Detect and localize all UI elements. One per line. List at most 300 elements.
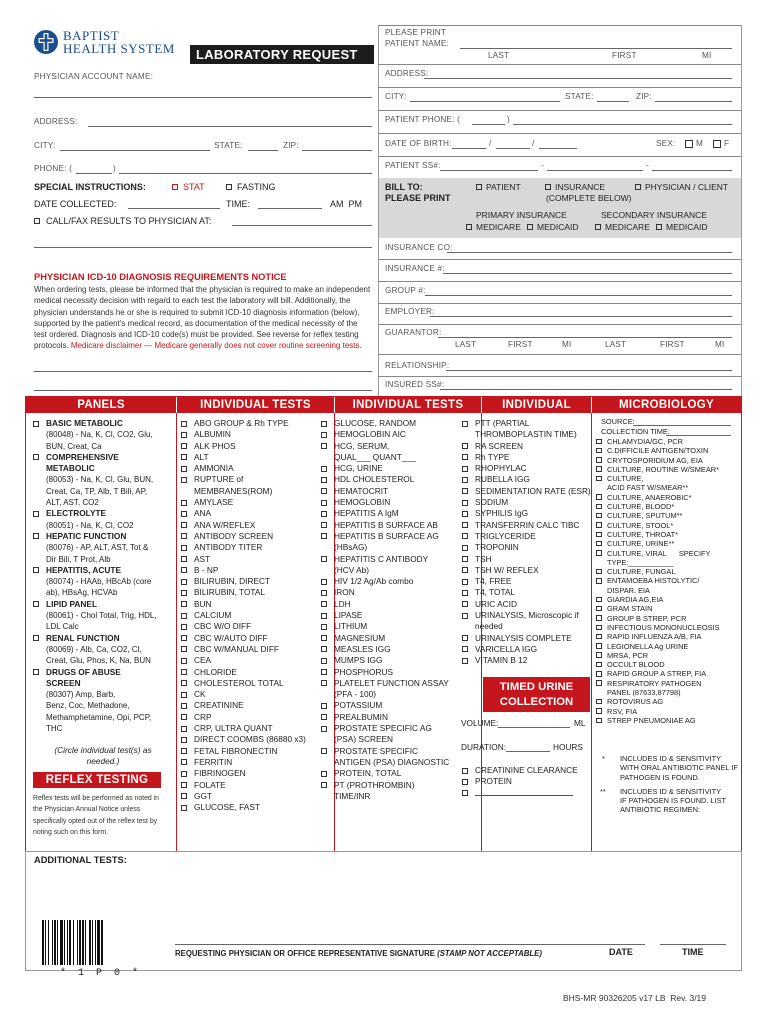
callfax-field-2[interactable]	[34, 247, 372, 248]
panel-item[interactable]	[33, 531, 173, 565]
signature-field[interactable]	[175, 944, 595, 945]
checkbox[interactable]	[321, 466, 327, 472]
patient-state-field[interactable]	[597, 101, 629, 102]
test-item[interactable]	[181, 633, 333, 644]
signature-time-field[interactable]	[660, 944, 726, 945]
checkbox[interactable]	[596, 439, 602, 445]
checkbox[interactable]	[181, 522, 187, 528]
checkbox[interactable]	[596, 541, 602, 547]
checkbox[interactable]	[596, 476, 602, 482]
test-item[interactable]	[181, 474, 333, 485]
individual-test-item[interactable]	[181, 734, 333, 745]
checkbox[interactable]	[462, 567, 468, 573]
checkbox[interactable]	[321, 579, 327, 585]
test-item[interactable]	[462, 497, 590, 508]
individual-test-item[interactable]	[181, 780, 333, 791]
micro-test-row[interactable]	[596, 567, 741, 576]
test-item[interactable]	[321, 723, 479, 734]
test-item[interactable]	[181, 542, 333, 553]
individual-test-item[interactable]	[462, 610, 590, 633]
individual-test-item[interactable]	[462, 486, 590, 497]
checkbox[interactable]	[33, 511, 39, 517]
checkbox[interactable]	[181, 680, 187, 686]
micro-source-field[interactable]	[633, 425, 731, 426]
individual-test-item[interactable]	[181, 474, 333, 497]
micro-test-item[interactable]	[596, 474, 741, 493]
panel-name[interactable]	[33, 531, 173, 542]
checkbox[interactable]	[596, 606, 602, 612]
micro-test-row[interactable]	[596, 437, 741, 446]
physician-city-field[interactable]	[60, 150, 210, 151]
individual-test-item[interactable]	[321, 780, 479, 803]
individual-test-item[interactable]	[321, 441, 479, 464]
test-item[interactable]	[321, 633, 479, 644]
micro-test-row[interactable]	[596, 511, 741, 520]
individual-test-item[interactable]	[181, 644, 333, 655]
test-item[interactable]	[181, 723, 333, 734]
panel-item[interactable]	[33, 667, 173, 735]
checkbox[interactable]	[181, 646, 187, 652]
test-item[interactable]	[181, 531, 333, 542]
checkbox[interactable]	[462, 500, 468, 506]
checkbox[interactable]	[462, 511, 468, 517]
micro-test-item[interactable]	[596, 521, 741, 530]
individual-test-item[interactable]	[181, 667, 333, 678]
checkbox[interactable]	[596, 615, 602, 621]
micro-test-item[interactable]	[596, 632, 741, 641]
checkbox[interactable]	[181, 590, 187, 596]
individual-test-item[interactable]	[181, 802, 333, 813]
individual-test-item[interactable]	[181, 633, 333, 644]
test-item[interactable]	[321, 531, 479, 542]
individual-test-item[interactable]	[462, 554, 590, 565]
test-item[interactable]	[462, 520, 590, 531]
test-item[interactable]	[321, 746, 479, 757]
icd-code-line-2[interactable]	[34, 390, 372, 391]
checkbox[interactable]	[321, 601, 327, 607]
micro-test-row[interactable]	[596, 456, 741, 465]
individual-test-item[interactable]	[181, 757, 333, 768]
individual-test-item[interactable]	[321, 599, 479, 610]
checkbox[interactable]	[33, 454, 39, 460]
micro-test-item[interactable]	[596, 679, 741, 698]
micro-test-item[interactable]	[596, 642, 741, 651]
individual-test-item[interactable]	[462, 576, 590, 587]
checkbox[interactable]	[462, 613, 468, 619]
checkbox[interactable]	[321, 511, 327, 517]
test-item[interactable]	[181, 644, 333, 655]
test-item[interactable]	[462, 531, 590, 542]
individual-test-item[interactable]	[321, 587, 479, 598]
individual-test-item[interactable]	[462, 565, 590, 576]
checkbox[interactable]	[462, 522, 468, 528]
individual-test-item[interactable]	[181, 508, 333, 519]
test-item[interactable]	[181, 678, 333, 689]
micro-test-item[interactable]	[596, 530, 741, 539]
individual-test-item[interactable]	[462, 452, 590, 463]
checkbox[interactable]	[33, 635, 39, 641]
ss-part1-field[interactable]	[440, 170, 538, 171]
checkbox[interactable]	[462, 590, 468, 596]
checkbox[interactable]	[321, 443, 327, 449]
callfax-field[interactable]	[232, 225, 372, 226]
test-item[interactable]	[462, 610, 590, 621]
patient-name-field[interactable]	[460, 48, 732, 49]
test-item[interactable]	[462, 655, 590, 666]
checkbox[interactable]	[596, 634, 602, 640]
micro-test-item[interactable]	[596, 446, 741, 455]
checkbox[interactable]	[181, 793, 187, 799]
test-item[interactable]	[181, 757, 333, 768]
checkbox[interactable]	[181, 782, 187, 788]
checkbox[interactable]	[596, 708, 602, 714]
checkbox[interactable]	[321, 477, 327, 483]
checkbox[interactable]	[181, 635, 187, 641]
checkbox[interactable]	[321, 646, 327, 652]
checkbox[interactable]	[321, 624, 327, 630]
physician-zip-field[interactable]	[302, 150, 372, 151]
test-item[interactable]	[321, 508, 479, 519]
test-item[interactable]	[181, 700, 333, 711]
checkbox[interactable]	[181, 613, 187, 619]
checkbox[interactable]	[33, 669, 39, 675]
bill-insurance-checkbox[interactable]	[545, 184, 551, 190]
primary-medicaid-checkbox[interactable]	[527, 224, 533, 230]
checkbox[interactable]	[462, 779, 468, 785]
test-item[interactable]	[181, 689, 333, 700]
individual-test-item[interactable]	[321, 712, 479, 723]
insured-ss-field[interactable]	[440, 389, 732, 390]
micro-test-item[interactable]	[596, 465, 741, 474]
checkbox[interactable]	[181, 737, 187, 743]
micro-test-row[interactable]	[596, 474, 741, 483]
test-item[interactable]	[321, 768, 479, 779]
micro-test-row[interactable]	[596, 623, 741, 632]
test-item[interactable]	[462, 587, 590, 598]
checkbox[interactable]	[596, 699, 602, 705]
individual-test-item[interactable]	[321, 644, 479, 655]
individual-test-item[interactable]	[321, 667, 479, 678]
test-item[interactable]	[462, 463, 590, 474]
micro-collection-time-field[interactable]	[666, 435, 731, 436]
test-item[interactable]	[321, 621, 479, 632]
micro-test-item[interactable]	[596, 511, 741, 520]
individual-test-item[interactable]	[181, 429, 333, 440]
individual-test-item[interactable]	[321, 610, 479, 621]
checkbox[interactable]	[596, 550, 602, 556]
micro-test-row[interactable]	[596, 716, 741, 725]
test-item[interactable]	[181, 610, 333, 621]
checkbox[interactable]	[321, 522, 327, 528]
test-item[interactable]	[321, 429, 479, 440]
micro-test-row[interactable]	[596, 707, 741, 716]
checkbox[interactable]	[321, 533, 327, 539]
checkbox[interactable]	[181, 533, 187, 539]
ss-part3-field[interactable]	[652, 170, 732, 171]
micro-test-item[interactable]	[596, 623, 741, 632]
individual-test-item[interactable]	[321, 633, 479, 644]
test-item[interactable]	[181, 621, 333, 632]
relationship-field[interactable]	[446, 370, 732, 371]
micro-test-item[interactable]	[596, 697, 741, 706]
individual-test-item[interactable]	[321, 463, 479, 474]
micro-test-row[interactable]	[596, 679, 741, 688]
checkbox[interactable]	[181, 500, 187, 506]
checkbox[interactable]	[596, 513, 602, 519]
test-item[interactable]	[181, 497, 333, 508]
panel-item[interactable]	[33, 508, 173, 531]
time-collected-field[interactable]	[258, 208, 322, 209]
checkbox[interactable]	[321, 635, 327, 641]
test-item[interactable]	[321, 610, 479, 621]
micro-test-row[interactable]	[596, 632, 741, 641]
test-item[interactable]	[462, 565, 590, 576]
individual-test-item[interactable]	[181, 441, 333, 452]
test-item[interactable]	[321, 644, 479, 655]
patient-phone-field[interactable]	[513, 124, 732, 125]
individual-test-item[interactable]	[181, 565, 333, 576]
dob-month-field[interactable]	[452, 148, 486, 149]
panel-item[interactable]	[33, 633, 173, 667]
checkbox[interactable]	[596, 532, 602, 538]
date-collected-field[interactable]	[128, 208, 220, 209]
test-item[interactable]	[181, 576, 333, 587]
checkbox[interactable]	[462, 533, 468, 539]
individual-test-item[interactable]	[181, 768, 333, 779]
physician-address-field[interactable]	[88, 126, 372, 127]
individual-test-item[interactable]	[321, 576, 479, 587]
micro-test-row[interactable]	[596, 669, 741, 678]
test-item[interactable]	[462, 644, 590, 655]
individual-test-item[interactable]	[462, 441, 590, 452]
physician-account-field[interactable]	[34, 97, 372, 98]
test-item[interactable]	[181, 655, 333, 666]
checkbox[interactable]	[181, 466, 187, 472]
test-item[interactable]	[462, 554, 590, 565]
micro-test-row[interactable]	[596, 576, 741, 585]
test-item[interactable]	[462, 474, 590, 485]
test-item[interactable]	[462, 542, 590, 553]
checkbox[interactable]	[181, 759, 187, 765]
individual-test-item[interactable]	[181, 723, 333, 734]
panel-name[interactable]	[33, 452, 173, 463]
checkbox[interactable]	[462, 454, 468, 460]
insurance-co-field[interactable]	[447, 252, 732, 253]
micro-test-row[interactable]	[596, 697, 741, 706]
micro-test-item[interactable]	[596, 576, 741, 595]
checkbox[interactable]	[462, 658, 468, 664]
test-item[interactable]	[321, 599, 479, 610]
individual-test-item[interactable]	[462, 520, 590, 531]
individual-test-item[interactable]	[181, 712, 333, 723]
checkbox[interactable]	[596, 662, 602, 668]
individual-test-item[interactable]	[321, 700, 479, 711]
checkbox[interactable]	[596, 597, 602, 603]
sex-f-checkbox[interactable]	[713, 140, 721, 148]
individual-test-item[interactable]	[181, 452, 333, 463]
checkbox[interactable]	[181, 805, 187, 811]
stat-checkbox[interactable]	[172, 184, 178, 190]
checkbox[interactable]	[181, 771, 187, 777]
test-item[interactable]	[181, 565, 333, 576]
test-item[interactable]	[321, 497, 479, 508]
test-item[interactable]	[321, 655, 479, 666]
checkbox[interactable]	[596, 643, 602, 649]
checkbox[interactable]	[596, 652, 602, 658]
checkbox[interactable]	[596, 578, 602, 584]
checkbox[interactable]	[321, 669, 327, 675]
micro-test-item[interactable]	[596, 660, 741, 669]
checkbox[interactable]	[462, 579, 468, 585]
checkbox[interactable]	[596, 494, 602, 500]
group-no-field[interactable]	[425, 295, 732, 296]
dob-day-field[interactable]	[496, 148, 530, 149]
volume-field[interactable]	[498, 727, 570, 728]
test-item[interactable]	[181, 520, 333, 531]
test-item[interactable]	[181, 554, 333, 565]
checkbox[interactable]	[181, 692, 187, 698]
icd-code-line-1[interactable]	[34, 371, 372, 372]
individual-test-item[interactable]	[462, 497, 590, 508]
test-item[interactable]	[181, 452, 333, 463]
individual-test-item[interactable]	[181, 554, 333, 565]
test-item[interactable]	[321, 418, 479, 429]
physician-phone-field[interactable]	[119, 173, 372, 174]
test-item[interactable]	[181, 463, 333, 474]
individual-test-item[interactable]	[462, 587, 590, 598]
checkbox[interactable]	[181, 579, 187, 585]
panel-item[interactable]	[33, 565, 173, 599]
checkbox[interactable]	[321, 590, 327, 596]
checkbox[interactable]	[596, 671, 602, 677]
micro-test-row[interactable]	[596, 530, 741, 539]
micro-test-row[interactable]	[596, 595, 741, 604]
test-item[interactable]	[321, 520, 479, 531]
micro-test-item[interactable]	[596, 716, 741, 725]
individual-test-item[interactable]	[181, 587, 333, 598]
micro-test-item[interactable]	[596, 539, 741, 548]
panel-name[interactable]	[33, 418, 173, 429]
micro-test-row[interactable]	[596, 493, 741, 502]
micro-test-item[interactable]	[596, 595, 741, 604]
micro-test-item[interactable]	[596, 669, 741, 678]
checkbox[interactable]	[181, 454, 187, 460]
individual-test-item[interactable]	[321, 474, 479, 485]
test-item[interactable]	[321, 554, 479, 565]
checkbox[interactable]	[462, 635, 468, 641]
individual-test-item[interactable]	[321, 429, 479, 440]
individual-test-item[interactable]	[321, 486, 479, 497]
bill-physician-checkbox[interactable]	[635, 184, 641, 190]
test-item[interactable]	[321, 474, 479, 485]
individual-test-item[interactable]	[321, 768, 479, 779]
individual-test-item[interactable]	[321, 554, 479, 577]
checkbox[interactable]	[596, 718, 602, 724]
micro-test-row[interactable]	[596, 465, 741, 474]
test-item[interactable]	[462, 633, 590, 644]
patient-city-field[interactable]	[410, 101, 560, 102]
checkbox[interactable]	[181, 432, 187, 438]
micro-test-item[interactable]	[596, 614, 741, 623]
checkbox[interactable]	[462, 646, 468, 652]
patient-zip-field[interactable]	[655, 101, 732, 102]
micro-test-row[interactable]	[596, 651, 741, 660]
individual-test-item[interactable]	[462, 474, 590, 485]
test-item[interactable]	[321, 576, 479, 587]
individual-test-item[interactable]	[321, 531, 479, 554]
individual-test-item[interactable]	[321, 497, 479, 508]
individual-test-item[interactable]	[321, 508, 479, 519]
test-item[interactable]	[321, 486, 479, 497]
checkbox[interactable]	[33, 421, 39, 427]
individual-test-item[interactable]	[181, 621, 333, 632]
checkbox[interactable]	[596, 457, 602, 463]
checkbox[interactable]	[462, 556, 468, 562]
micro-test-row[interactable]	[596, 660, 741, 669]
panel-name[interactable]	[33, 565, 173, 576]
checkbox[interactable]	[596, 625, 602, 631]
test-item[interactable]	[321, 678, 479, 689]
micro-test-row[interactable]	[596, 446, 741, 455]
checkbox[interactable]	[181, 703, 187, 709]
checkbox[interactable]	[181, 601, 187, 607]
test-item[interactable]	[321, 700, 479, 711]
checkbox[interactable]	[181, 714, 187, 720]
micro-test-row[interactable]	[596, 642, 741, 651]
micro-test-item[interactable]	[596, 502, 741, 511]
checkbox[interactable]	[181, 658, 187, 664]
urine-protein-item[interactable]: PROTEIN	[462, 776, 590, 787]
panel-name[interactable]	[33, 667, 173, 678]
checkbox[interactable]	[321, 782, 327, 788]
checkbox[interactable]	[181, 567, 187, 573]
checkbox[interactable]	[462, 466, 468, 472]
guarantor-field[interactable]	[438, 337, 732, 338]
test-item[interactable]	[181, 508, 333, 519]
individual-test-item[interactable]	[181, 610, 333, 621]
bill-patient-checkbox[interactable]	[476, 184, 482, 190]
individual-test-item[interactable]	[181, 599, 333, 610]
checkbox[interactable]	[321, 556, 327, 562]
checkbox[interactable]	[596, 504, 602, 510]
physician-area-code-field[interactable]	[76, 173, 112, 174]
individual-test-item[interactable]	[181, 531, 333, 542]
checkbox[interactable]	[462, 443, 468, 449]
checkbox[interactable]	[181, 545, 187, 551]
test-item[interactable]	[181, 429, 333, 440]
test-item[interactable]	[462, 418, 590, 429]
timed-urine-other-item[interactable]	[462, 788, 590, 799]
micro-test-row[interactable]	[596, 614, 741, 623]
test-item[interactable]	[462, 486, 590, 497]
panel-name[interactable]	[33, 508, 173, 519]
micro-test-item[interactable]	[596, 604, 741, 613]
individual-test-item[interactable]	[181, 497, 333, 508]
panel-item[interactable]	[33, 599, 173, 633]
panel-item[interactable]	[33, 418, 173, 452]
micro-test-row[interactable]	[596, 502, 741, 511]
test-item[interactable]	[321, 463, 479, 474]
checkbox[interactable]	[33, 533, 39, 539]
patient-area-code-field[interactable]	[472, 124, 505, 125]
test-item[interactable]	[462, 576, 590, 587]
individual-test-item[interactable]	[462, 599, 590, 610]
test-item[interactable]	[321, 780, 479, 791]
panel-name[interactable]	[33, 599, 173, 610]
micro-test-item[interactable]	[596, 456, 741, 465]
micro-test-item[interactable]	[596, 651, 741, 660]
micro-test-item[interactable]	[596, 437, 741, 446]
